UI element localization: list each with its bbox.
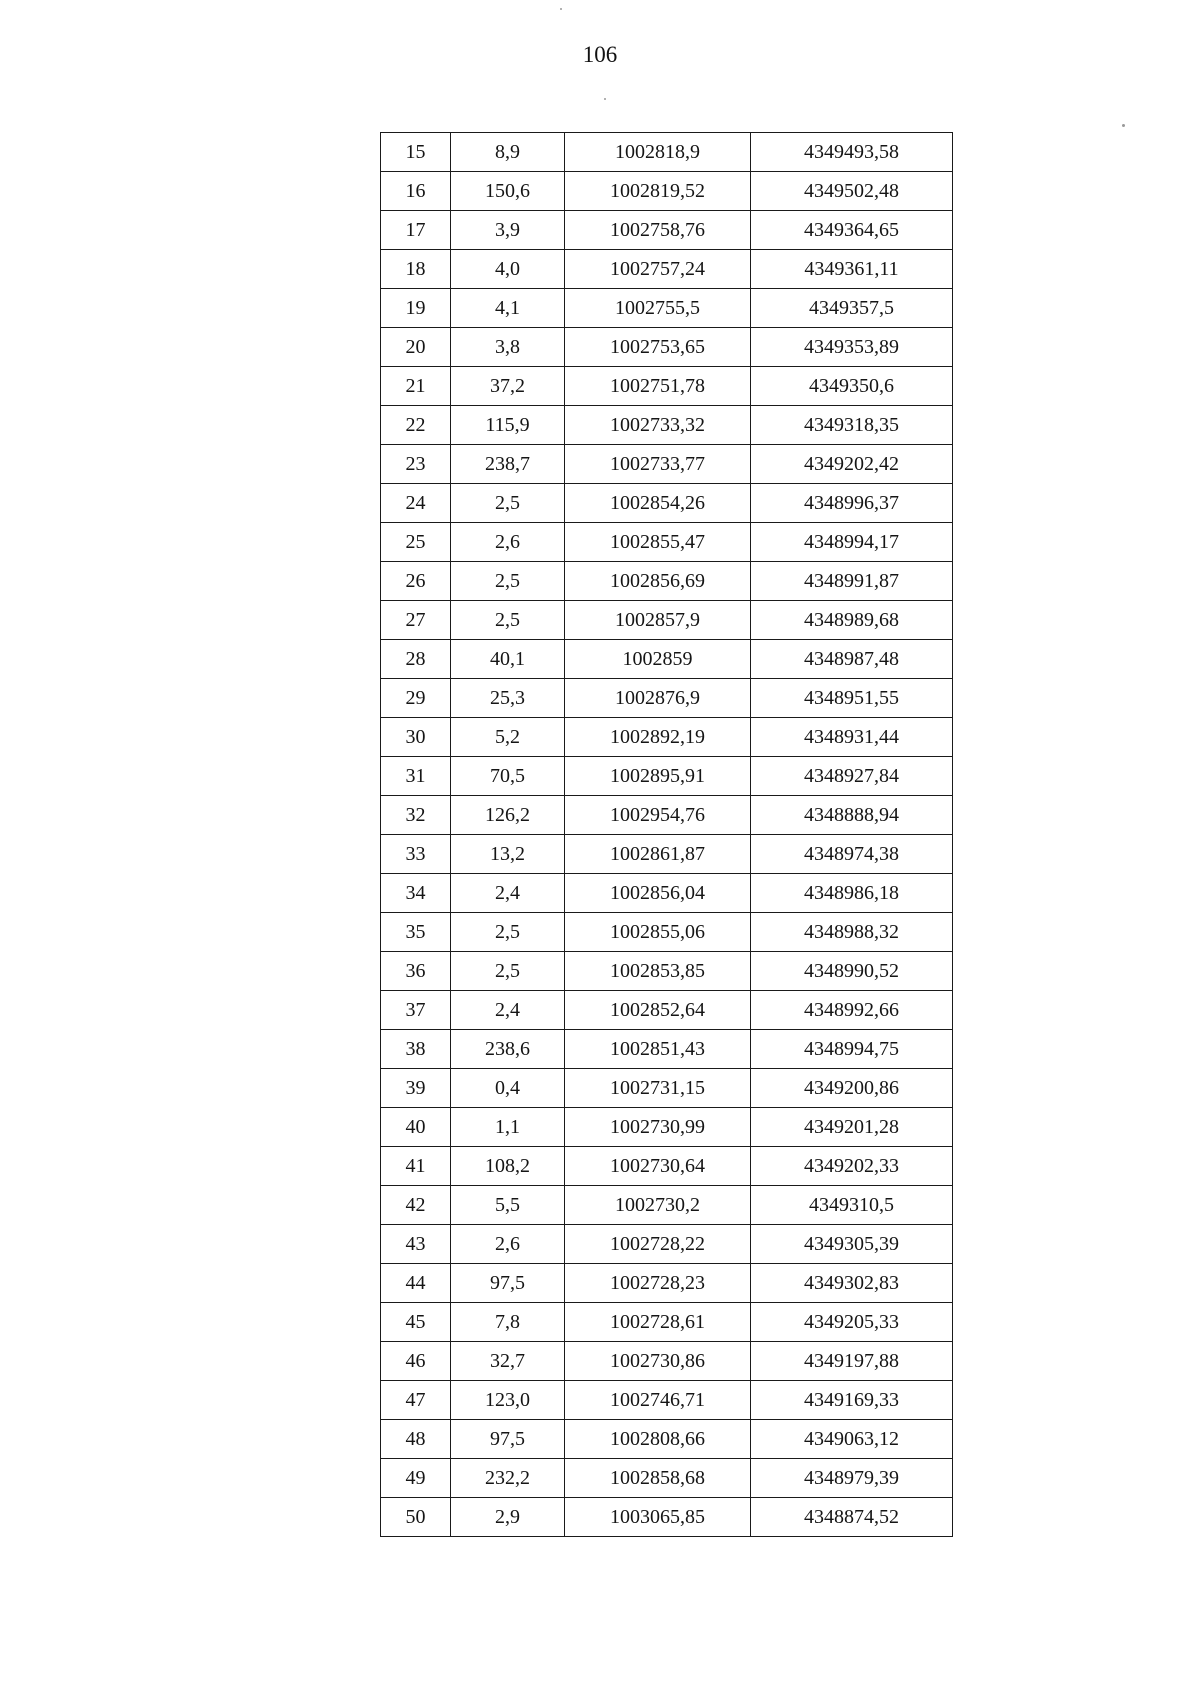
- x-coordinate-cell: 1002853,85: [565, 952, 751, 991]
- x-coordinate-cell: 1002733,77: [565, 445, 751, 484]
- table-row: [381, 1303, 953, 1342]
- length-cell: 3,8: [451, 328, 565, 367]
- length-cell: 238,6: [451, 1030, 565, 1069]
- length-cell: 2,5: [451, 562, 565, 601]
- length-cell: 2,5: [451, 952, 565, 991]
- length-cell: 2,5: [451, 484, 565, 523]
- table-row: [381, 484, 953, 523]
- table-row: [381, 1459, 953, 1498]
- x-coordinate-cell: 1002856,69: [565, 562, 751, 601]
- table-row: [381, 757, 953, 796]
- length-cell: 126,2: [451, 796, 565, 835]
- y-coordinate-cell: 4348994,17: [751, 523, 953, 562]
- x-coordinate-cell: 1002731,15: [565, 1069, 751, 1108]
- length-cell: 115,9: [451, 406, 565, 445]
- table-row: [381, 172, 953, 211]
- y-coordinate-cell: 4349205,33: [751, 1303, 953, 1342]
- table-row: [381, 250, 953, 289]
- y-coordinate-cell: 4348888,94: [751, 796, 953, 835]
- point-number-cell: 46: [381, 1342, 451, 1381]
- table-row: [381, 1225, 953, 1264]
- point-number-cell: 48: [381, 1420, 451, 1459]
- table-row: [381, 562, 953, 601]
- y-coordinate-cell: 4349493,58: [751, 133, 953, 172]
- table-row: [381, 718, 953, 757]
- table-row: [381, 679, 953, 718]
- table-row: [381, 523, 953, 562]
- table-row: [381, 328, 953, 367]
- table-row: [381, 289, 953, 328]
- table-row: [381, 835, 953, 874]
- length-cell: 5,2: [451, 718, 565, 757]
- point-number-cell: 21: [381, 367, 451, 406]
- point-number-cell: 42: [381, 1186, 451, 1225]
- x-coordinate-cell: 1002808,66: [565, 1420, 751, 1459]
- y-coordinate-cell: 4348991,87: [751, 562, 953, 601]
- length-cell: 13,2: [451, 835, 565, 874]
- length-cell: 123,0: [451, 1381, 565, 1420]
- point-number-cell: 22: [381, 406, 451, 445]
- y-coordinate-cell: 4348931,44: [751, 718, 953, 757]
- table-row: [381, 601, 953, 640]
- length-cell: 1,1: [451, 1108, 565, 1147]
- length-cell: 2,4: [451, 874, 565, 913]
- x-coordinate-cell: 1002818,9: [565, 133, 751, 172]
- y-coordinate-cell: 4349310,5: [751, 1186, 953, 1225]
- point-number-cell: 41: [381, 1147, 451, 1186]
- point-number-cell: 31: [381, 757, 451, 796]
- point-number-cell: 37: [381, 991, 451, 1030]
- point-number-cell: 44: [381, 1264, 451, 1303]
- y-coordinate-cell: 4349353,89: [751, 328, 953, 367]
- x-coordinate-cell: 1002757,24: [565, 250, 751, 289]
- point-number-cell: 25: [381, 523, 451, 562]
- table-row: [381, 913, 953, 952]
- x-coordinate-cell: 1002857,9: [565, 601, 751, 640]
- x-coordinate-cell: 1002758,76: [565, 211, 751, 250]
- table-row: [381, 445, 953, 484]
- y-coordinate-cell: 4348927,84: [751, 757, 953, 796]
- y-coordinate-cell: 4349197,88: [751, 1342, 953, 1381]
- y-coordinate-cell: 4349305,39: [751, 1225, 953, 1264]
- table-row: [381, 1147, 953, 1186]
- point-number-cell: 36: [381, 952, 451, 991]
- table-row: [381, 1030, 953, 1069]
- length-cell: 238,7: [451, 445, 565, 484]
- scan-speck: [1122, 124, 1125, 127]
- length-cell: 4,1: [451, 289, 565, 328]
- point-number-cell: 49: [381, 1459, 451, 1498]
- point-number-cell: 18: [381, 250, 451, 289]
- scan-speck: [604, 98, 606, 100]
- length-cell: 2,4: [451, 991, 565, 1030]
- point-number-cell: 45: [381, 1303, 451, 1342]
- table-row: [381, 1186, 953, 1225]
- length-cell: 108,2: [451, 1147, 565, 1186]
- table-row: [381, 952, 953, 991]
- y-coordinate-cell: 4349202,42: [751, 445, 953, 484]
- point-number-cell: 20: [381, 328, 451, 367]
- length-cell: 70,5: [451, 757, 565, 796]
- point-number-cell: 40: [381, 1108, 451, 1147]
- coordinates-table-container: [380, 132, 953, 1537]
- point-number-cell: 35: [381, 913, 451, 952]
- length-cell: 232,2: [451, 1459, 565, 1498]
- length-cell: 7,8: [451, 1303, 565, 1342]
- x-coordinate-cell: 1002755,5: [565, 289, 751, 328]
- length-cell: 150,6: [451, 172, 565, 211]
- x-coordinate-cell: 1002855,47: [565, 523, 751, 562]
- length-cell: 8,9: [451, 133, 565, 172]
- table-body: [381, 133, 953, 1537]
- y-coordinate-cell: 4348990,52: [751, 952, 953, 991]
- length-cell: 3,9: [451, 211, 565, 250]
- point-number-cell: 39: [381, 1069, 451, 1108]
- y-coordinate-cell: 4349063,12: [751, 1420, 953, 1459]
- length-cell: 25,3: [451, 679, 565, 718]
- x-coordinate-cell: 1002954,76: [565, 796, 751, 835]
- point-number-cell: 47: [381, 1381, 451, 1420]
- y-coordinate-cell: 4348979,39: [751, 1459, 953, 1498]
- page-number: 106: [582, 42, 618, 67]
- table-row: [381, 796, 953, 835]
- x-coordinate-cell: 1002728,23: [565, 1264, 751, 1303]
- x-coordinate-cell: 1002730,64: [565, 1147, 751, 1186]
- y-coordinate-cell: 4348989,68: [751, 601, 953, 640]
- y-coordinate-cell: 4348987,48: [751, 640, 953, 679]
- table-row: [381, 1108, 953, 1147]
- point-number-cell: 16: [381, 172, 451, 211]
- table-row: [381, 640, 953, 679]
- point-number-cell: 32: [381, 796, 451, 835]
- x-coordinate-cell: 1003065,85: [565, 1498, 751, 1537]
- x-coordinate-cell: 1002730,86: [565, 1342, 751, 1381]
- y-coordinate-cell: 4349169,33: [751, 1381, 953, 1420]
- y-coordinate-cell: 4349318,35: [751, 406, 953, 445]
- x-coordinate-cell: 1002895,91: [565, 757, 751, 796]
- length-cell: 37,2: [451, 367, 565, 406]
- x-coordinate-cell: 1002855,06: [565, 913, 751, 952]
- y-coordinate-cell: 4348986,18: [751, 874, 953, 913]
- y-coordinate-cell: 4349357,5: [751, 289, 953, 328]
- point-number-cell: 17: [381, 211, 451, 250]
- length-cell: 2,9: [451, 1498, 565, 1537]
- y-coordinate-cell: 4349202,33: [751, 1147, 953, 1186]
- x-coordinate-cell: 1002892,19: [565, 718, 751, 757]
- length-cell: 0,4: [451, 1069, 565, 1108]
- length-cell: 2,5: [451, 601, 565, 640]
- length-cell: 32,7: [451, 1342, 565, 1381]
- table-row: [381, 1498, 953, 1537]
- length-cell: 97,5: [451, 1420, 565, 1459]
- length-cell: 40,1: [451, 640, 565, 679]
- x-coordinate-cell: 1002859: [565, 640, 751, 679]
- point-number-cell: 38: [381, 1030, 451, 1069]
- y-coordinate-cell: 4348974,38: [751, 835, 953, 874]
- y-coordinate-cell: 4349302,83: [751, 1264, 953, 1303]
- length-cell: 2,6: [451, 1225, 565, 1264]
- table-row: [381, 1069, 953, 1108]
- y-coordinate-cell: 4348994,75: [751, 1030, 953, 1069]
- x-coordinate-cell: 1002861,87: [565, 835, 751, 874]
- x-coordinate-cell: 1002819,52: [565, 172, 751, 211]
- x-coordinate-cell: 1002856,04: [565, 874, 751, 913]
- x-coordinate-cell: 1002746,71: [565, 1381, 751, 1420]
- y-coordinate-cell: 4349502,48: [751, 172, 953, 211]
- table-row: [381, 1264, 953, 1303]
- x-coordinate-cell: 1002852,64: [565, 991, 751, 1030]
- table-row: [381, 991, 953, 1030]
- table-row: [381, 1342, 953, 1381]
- x-coordinate-cell: 1002728,61: [565, 1303, 751, 1342]
- point-number-cell: 15: [381, 133, 451, 172]
- point-number-cell: 27: [381, 601, 451, 640]
- x-coordinate-cell: 1002733,32: [565, 406, 751, 445]
- table-row: [381, 406, 953, 445]
- table-row: [381, 874, 953, 913]
- y-coordinate-cell: 4349361,11: [751, 250, 953, 289]
- table-row: [381, 1420, 953, 1459]
- coordinates-table: [380, 132, 953, 1537]
- y-coordinate-cell: 4348996,37: [751, 484, 953, 523]
- x-coordinate-cell: 1002851,43: [565, 1030, 751, 1069]
- point-number-cell: 50: [381, 1498, 451, 1537]
- point-number-cell: 34: [381, 874, 451, 913]
- table-row: [381, 367, 953, 406]
- y-coordinate-cell: 4348951,55: [751, 679, 953, 718]
- length-cell: 4,0: [451, 250, 565, 289]
- point-number-cell: 28: [381, 640, 451, 679]
- point-number-cell: 19: [381, 289, 451, 328]
- x-coordinate-cell: 1002876,9: [565, 679, 751, 718]
- point-number-cell: 30: [381, 718, 451, 757]
- x-coordinate-cell: 1002858,68: [565, 1459, 751, 1498]
- scan-speck: [560, 8, 562, 10]
- point-number-cell: 33: [381, 835, 451, 874]
- y-coordinate-cell: 4349350,6: [751, 367, 953, 406]
- x-coordinate-cell: 1002730,2: [565, 1186, 751, 1225]
- table-row: [381, 133, 953, 172]
- length-cell: 97,5: [451, 1264, 565, 1303]
- x-coordinate-cell: 1002854,26: [565, 484, 751, 523]
- y-coordinate-cell: 4349200,86: [751, 1069, 953, 1108]
- point-number-cell: 24: [381, 484, 451, 523]
- y-coordinate-cell: 4348988,32: [751, 913, 953, 952]
- y-coordinate-cell: 4349201,28: [751, 1108, 953, 1147]
- point-number-cell: 43: [381, 1225, 451, 1264]
- point-number-cell: 23: [381, 445, 451, 484]
- length-cell: 5,5: [451, 1186, 565, 1225]
- y-coordinate-cell: 4349364,65: [751, 211, 953, 250]
- x-coordinate-cell: 1002751,78: [565, 367, 751, 406]
- x-coordinate-cell: 1002730,99: [565, 1108, 751, 1147]
- table-row: [381, 211, 953, 250]
- y-coordinate-cell: 4348992,66: [751, 991, 953, 1030]
- point-number-cell: 29: [381, 679, 451, 718]
- table-row: [381, 1381, 953, 1420]
- x-coordinate-cell: 1002728,22: [565, 1225, 751, 1264]
- point-number-cell: 26: [381, 562, 451, 601]
- x-coordinate-cell: 1002753,65: [565, 328, 751, 367]
- length-cell: 2,5: [451, 913, 565, 952]
- length-cell: 2,6: [451, 523, 565, 562]
- y-coordinate-cell: 4348874,52: [751, 1498, 953, 1537]
